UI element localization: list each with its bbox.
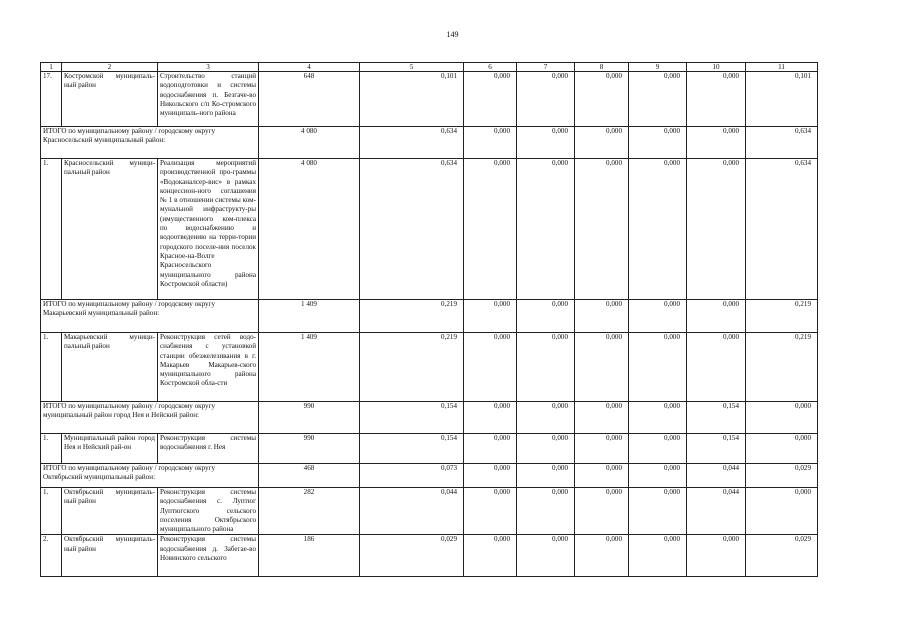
value-cell-10: 0,044 xyxy=(687,464,746,488)
total-label: ИТОГО по муниципальному району / городскому округу Октябрьский муниципальный район: xyxy=(41,464,259,488)
column-numbers-row xyxy=(41,63,818,72)
value-cell-11: 0,101 xyxy=(746,72,818,127)
municipality-name: Красносельский муници-пальный район xyxy=(62,159,158,300)
value-cell-11: 0,000 xyxy=(746,434,818,464)
value-cell-6: 0,000 xyxy=(464,464,517,488)
value-cell-5: 0,154 xyxy=(360,402,464,434)
volume-cell: 4 080 xyxy=(259,159,360,300)
value-cell-6: 0,000 xyxy=(464,127,517,159)
column-header: 1 xyxy=(41,63,62,72)
municipality-name: Макарьевский муници-пальный район xyxy=(62,333,158,402)
value-cell-9: 0,000 xyxy=(629,300,687,333)
value-cell-7: 0,000 xyxy=(517,333,575,402)
value-cell-11: 0,000 xyxy=(746,488,818,535)
table-row xyxy=(41,434,818,464)
value-cell-10: 0,000 xyxy=(687,535,746,577)
table-row xyxy=(41,333,818,402)
value-cell-11: 0,634 xyxy=(746,159,818,300)
value-cell-11: 0,219 xyxy=(746,300,818,333)
volume-cell: 648 xyxy=(259,72,360,127)
value-cell-11: 0,029 xyxy=(746,464,818,488)
total-row xyxy=(41,464,818,488)
municipality-name: Октябрьский муниципаль-ный район xyxy=(62,488,158,535)
value-cell-5: 0,634 xyxy=(360,127,464,159)
activity-description: Реконструкция системы водоснабжения д. Забегае-во Новинского сельского xyxy=(158,535,259,577)
value-cell-6: 0,000 xyxy=(464,300,517,333)
value-cell-7: 0,000 xyxy=(517,402,575,434)
value-cell-9: 0,000 xyxy=(629,535,687,577)
value-cell-8: 0,000 xyxy=(575,464,629,488)
row-index: 1. xyxy=(41,333,62,402)
value-cell-9: 0,000 xyxy=(629,434,687,464)
column-header: 4 xyxy=(259,63,360,72)
value-cell-7: 0,000 xyxy=(517,464,575,488)
total-label: ИТОГО по муниципальному району / городскому округу Красносельский муниципальный район: xyxy=(41,127,259,159)
value-cell-5: 0,029 xyxy=(360,535,464,577)
row-index: 1. xyxy=(41,159,62,300)
volume-cell: 4 080 xyxy=(259,127,360,159)
value-cell-10: 0,000 xyxy=(687,72,746,127)
value-cell-9: 0,000 xyxy=(629,464,687,488)
page-number: 149 xyxy=(446,30,459,39)
value-cell-8: 0,000 xyxy=(575,333,629,402)
value-cell-8: 0,000 xyxy=(575,159,629,300)
column-header: 10 xyxy=(687,63,746,72)
value-cell-8: 0,000 xyxy=(575,535,629,577)
value-cell-7: 0,000 xyxy=(517,434,575,464)
municipality-name: Костромской муниципаль-ный район xyxy=(62,72,158,127)
table-row xyxy=(41,72,818,127)
value-cell-6: 0,000 xyxy=(464,488,517,535)
value-cell-10: 0,154 xyxy=(687,402,746,434)
column-header: 8 xyxy=(575,63,629,72)
total-row xyxy=(41,402,818,434)
value-cell-6: 0,000 xyxy=(464,159,517,300)
value-cell-10: 0,044 xyxy=(687,488,746,535)
value-cell-6: 0,000 xyxy=(464,72,517,127)
volume-cell: 186 xyxy=(259,535,360,577)
value-cell-9: 0,000 xyxy=(629,488,687,535)
value-cell-5: 0,044 xyxy=(360,488,464,535)
activity-description: Реконструкция системы водоснабжения с. Луптюг Луптюгского сельского поселения Октябрьского муниципального района xyxy=(158,488,259,535)
volume-cell: 1 409 xyxy=(259,333,360,402)
value-cell-5: 0,154 xyxy=(360,434,464,464)
value-cell-11: 0,029 xyxy=(746,535,818,577)
value-cell-5: 0,073 xyxy=(360,464,464,488)
value-cell-9: 0,000 xyxy=(629,127,687,159)
column-header: 5 xyxy=(360,63,464,72)
activity-description: Строительство станций водоподготовки и системы водоснабжения п. Безгаче-во Никольского с/п Ко-стромского муниципаль-ного района xyxy=(158,72,259,127)
value-cell-8: 0,000 xyxy=(575,488,629,535)
row-index: 2. xyxy=(41,535,62,577)
value-cell-11: 0,634 xyxy=(746,127,818,159)
activity-description: Реализация мероприятий производственной про-граммы «Водоканалсер-вис» в рамках концессион-ного соглашения № 1 в отношении системы ком-мунальной инфраструкту-ры (имущественного ком-плекса по водоснабжению и водоотведению на терри-тории городского поселе-ния поселок Красное-на-Волге Красносельского муниципального района Костромской области) xyxy=(158,159,259,300)
volume-cell: 990 xyxy=(259,434,360,464)
volume-cell: 468 xyxy=(259,464,360,488)
value-cell-6: 0,000 xyxy=(464,434,517,464)
column-header: 11 xyxy=(746,63,818,72)
total-label: ИТОГО по муниципальному району / городскому округу муниципальный район город Нея и Нейский район: xyxy=(41,402,259,434)
value-cell-7: 0,000 xyxy=(517,159,575,300)
row-index: 1. xyxy=(41,488,62,535)
row-index: 17. xyxy=(41,72,62,127)
total-row xyxy=(41,127,818,159)
value-cell-9: 0,000 xyxy=(629,333,687,402)
value-cell-11: 0,219 xyxy=(746,333,818,402)
municipality-name: Октябрьский муниципаль-ный район xyxy=(62,535,158,577)
total-row xyxy=(41,300,818,333)
value-cell-10: 0,000 xyxy=(687,159,746,300)
value-cell-5: 0,101 xyxy=(360,72,464,127)
data-table xyxy=(40,62,818,577)
value-cell-8: 0,000 xyxy=(575,434,629,464)
value-cell-9: 0,000 xyxy=(629,72,687,127)
value-cell-7: 0,000 xyxy=(517,300,575,333)
value-cell-5: 0,219 xyxy=(360,333,464,402)
value-cell-8: 0,000 xyxy=(575,300,629,333)
volume-cell: 990 xyxy=(259,402,360,434)
value-cell-6: 0,000 xyxy=(464,535,517,577)
value-cell-7: 0,000 xyxy=(517,127,575,159)
value-cell-7: 0,000 xyxy=(517,72,575,127)
column-header: 6 xyxy=(464,63,517,72)
value-cell-9: 0,000 xyxy=(629,159,687,300)
table-row xyxy=(41,535,818,577)
value-cell-9: 0,000 xyxy=(629,402,687,434)
value-cell-7: 0,000 xyxy=(517,535,575,577)
table-row xyxy=(41,488,818,535)
value-cell-8: 0,000 xyxy=(575,402,629,434)
volume-cell: 1 409 xyxy=(259,300,360,333)
value-cell-11: 0,000 xyxy=(746,402,818,434)
column-header: 3 xyxy=(158,63,259,72)
column-header: 2 xyxy=(62,63,158,72)
value-cell-10: 0,000 xyxy=(687,300,746,333)
column-header: 9 xyxy=(629,63,687,72)
value-cell-5: 0,219 xyxy=(360,300,464,333)
column-header: 7 xyxy=(517,63,575,72)
value-cell-10: 0,000 xyxy=(687,127,746,159)
value-cell-8: 0,000 xyxy=(575,127,629,159)
value-cell-6: 0,000 xyxy=(464,333,517,402)
municipality-name: Муниципальный район город Нея и Нейский рай-он xyxy=(62,434,158,464)
value-cell-7: 0,000 xyxy=(517,488,575,535)
row-index: 1. xyxy=(41,434,62,464)
value-cell-6: 0,000 xyxy=(464,402,517,434)
activity-description: Реконструкция сетей водо-снабжения с установкой станции обезжелезивания в г. Макарьев Макарьев-ского муниципального района Костромской обла-сти xyxy=(158,333,259,402)
value-cell-10: 0,000 xyxy=(687,333,746,402)
volume-cell: 282 xyxy=(259,488,360,535)
value-cell-10: 0,154 xyxy=(687,434,746,464)
activity-description: Реконструкция системы водоснабжения г. Нея xyxy=(158,434,259,464)
total-label: ИТОГО по муниципальному району / городскому округу Макарьевский муниципальный район: xyxy=(41,300,259,333)
value-cell-8: 0,000 xyxy=(575,72,629,127)
value-cell-5: 0,634 xyxy=(360,159,464,300)
table-row xyxy=(41,159,818,300)
